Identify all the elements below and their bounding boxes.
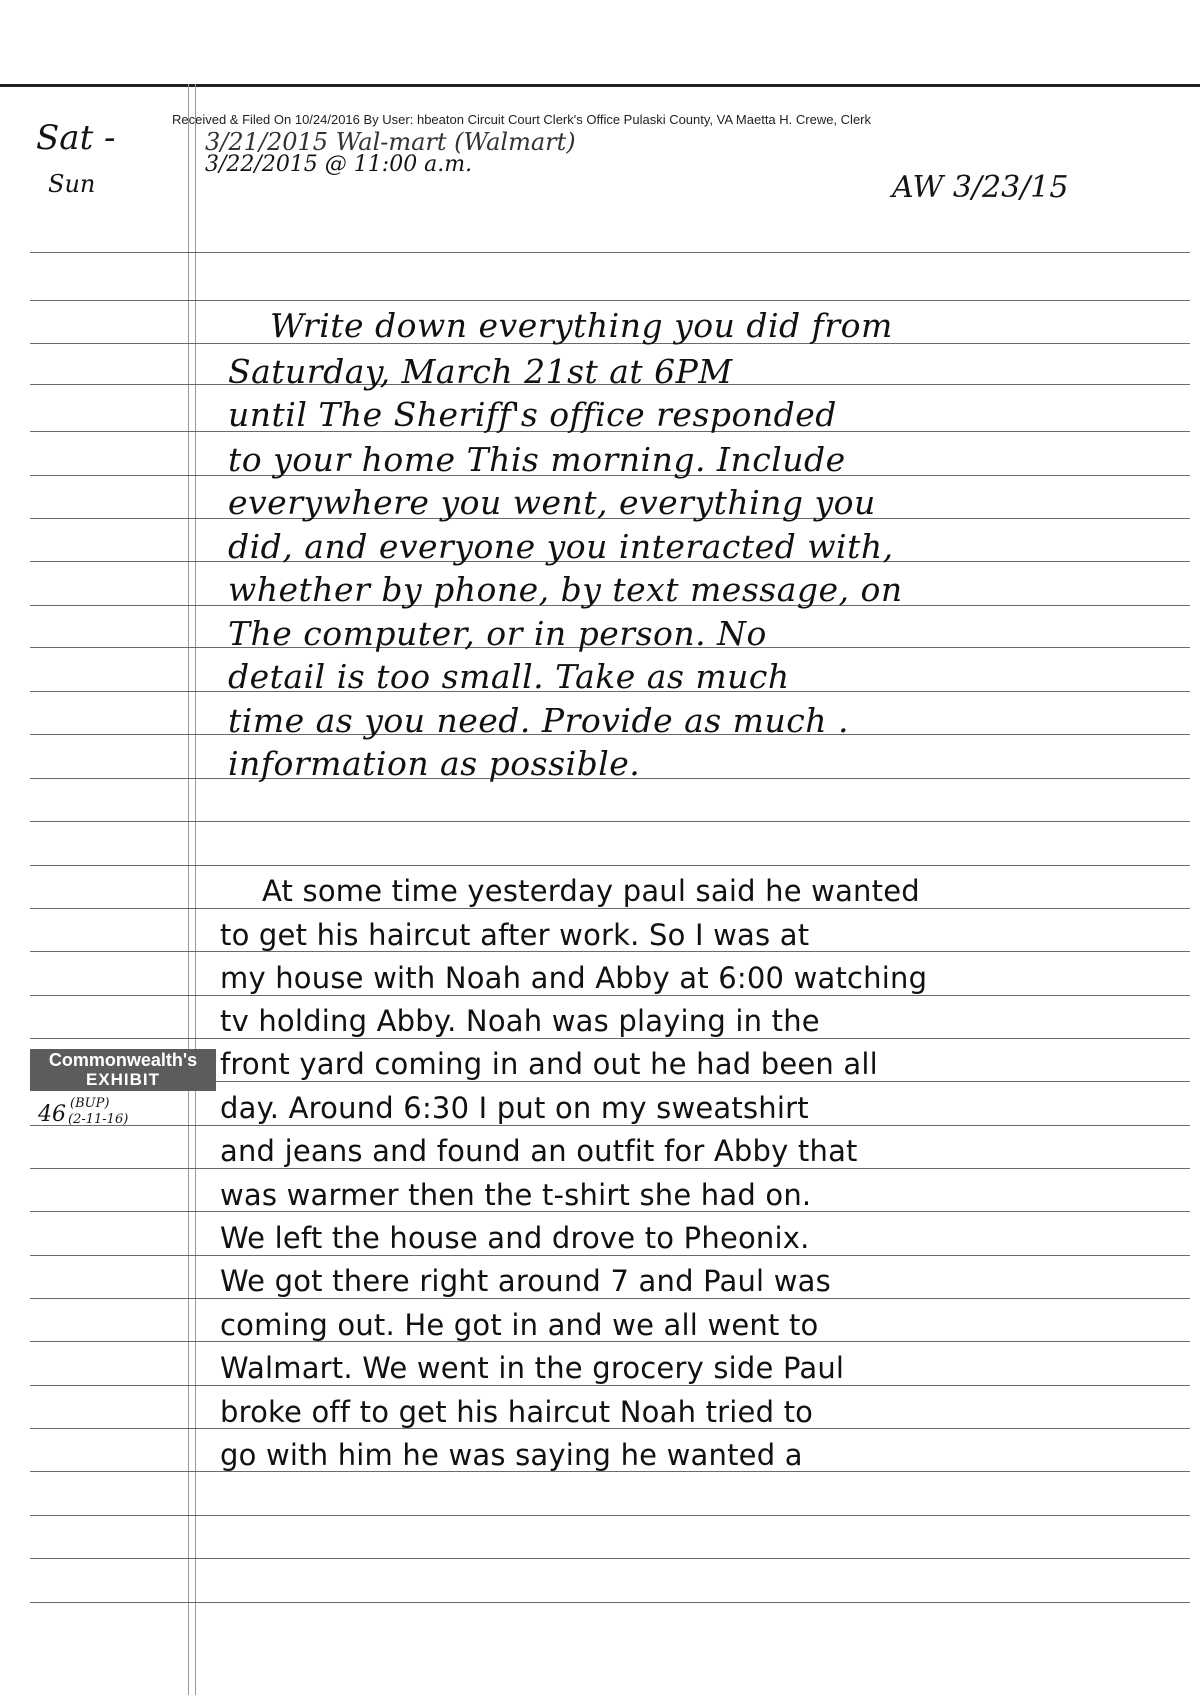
statement-line: Walmart. We went in the grocery side Paul [220, 1351, 845, 1385]
statement-line: front yard coming in and out he had been all [220, 1047, 878, 1081]
instruction-line: everywhere you went, everything you [228, 483, 876, 522]
rule-line [30, 252, 1190, 253]
statement-line: tv holding Abby. Noah was playing in the [220, 1004, 820, 1038]
rule-line [30, 995, 1190, 996]
exhibit-sticker [30, 1049, 216, 1091]
statement-line: to get his haircut after work. So I was at [220, 918, 810, 952]
statement-line: At some time yesterday paul said he wanted [262, 874, 920, 908]
court-filing-stamp: Received & Filed On 10/24/2016 By User: hbeaton Circuit Court Clerk's Office Pulaski County, VA Maetta H. Crewe, Clerk [172, 112, 872, 127]
margin-rule-left [188, 84, 189, 1695]
rule-line [30, 1125, 1190, 1126]
rule-line [30, 908, 1190, 909]
margin-rule-left-2 [195, 84, 196, 1695]
day-sat: Sat - [36, 118, 116, 158]
statement-line: We got there right around 7 and Paul was [220, 1264, 831, 1298]
date-line-1: 3/21/2015 Wal-mart (Walmart) [205, 128, 576, 156]
rule-line [30, 1168, 1190, 1169]
rule-line [30, 1255, 1190, 1256]
instruction-line: Saturday, March 21st at 6PM [228, 352, 733, 391]
statement-line: coming out. He got in and we all went to [220, 1308, 819, 1342]
exhibit-note: (BUP) [70, 1096, 110, 1111]
rule-line [30, 1558, 1190, 1559]
rule-line [30, 1385, 1190, 1386]
instruction-line: detail is too small. Take as much [228, 657, 790, 696]
statement-line: day. Around 6:30 I put on my sweatshirt [220, 1091, 809, 1125]
exhibit-sticker-title: Commonwealth's [48, 1050, 198, 1070]
instruction-line: to your home This morning. Include [228, 440, 846, 479]
exhibit-sticker-label: EXHIBIT [85, 1070, 161, 1089]
rule-line [30, 1602, 1190, 1603]
instruction-line: information as possible. [228, 744, 641, 783]
instruction-line: Write down everything you did from [270, 306, 893, 345]
rule-line [30, 1038, 1190, 1039]
day-sun: Sun [48, 170, 96, 198]
rule-line [30, 865, 1190, 866]
date-line-2: 3/22/2015 @ 11:00 a.m. [205, 152, 473, 177]
rule-line [30, 1515, 1190, 1516]
rule-line [30, 1298, 1190, 1299]
instruction-line: time as you need. Provide as much . [228, 701, 849, 740]
initials-date: AW 3/23/15 [892, 170, 1069, 205]
instruction-line: whether by phone, by text message, on [228, 570, 903, 609]
exhibit-date: (2-11-16) [68, 1112, 129, 1127]
rule-line [30, 821, 1190, 822]
statement-line: We left the house and drove to Pheonix. [220, 1221, 810, 1255]
instruction-line: The computer, or in person. No [228, 614, 767, 653]
statement-line: broke off to get his haircut Noah tried to [220, 1395, 814, 1429]
exhibit-number: 46 [38, 1102, 66, 1127]
rule-line [30, 300, 1190, 301]
instruction-line: until The Sheriff's office responded [228, 395, 837, 434]
statement-line: and jeans and found an outfit for Abby that [220, 1134, 858, 1168]
statement-line: go with him he was saying he wanted a [220, 1438, 803, 1472]
statement-line: was warmer then the t-shirt she had on. [220, 1178, 812, 1212]
instruction-line: did, and everyone you interacted with, [228, 527, 894, 566]
statement-line: my house with Noah and Abby at 6:00 watching [220, 961, 928, 995]
